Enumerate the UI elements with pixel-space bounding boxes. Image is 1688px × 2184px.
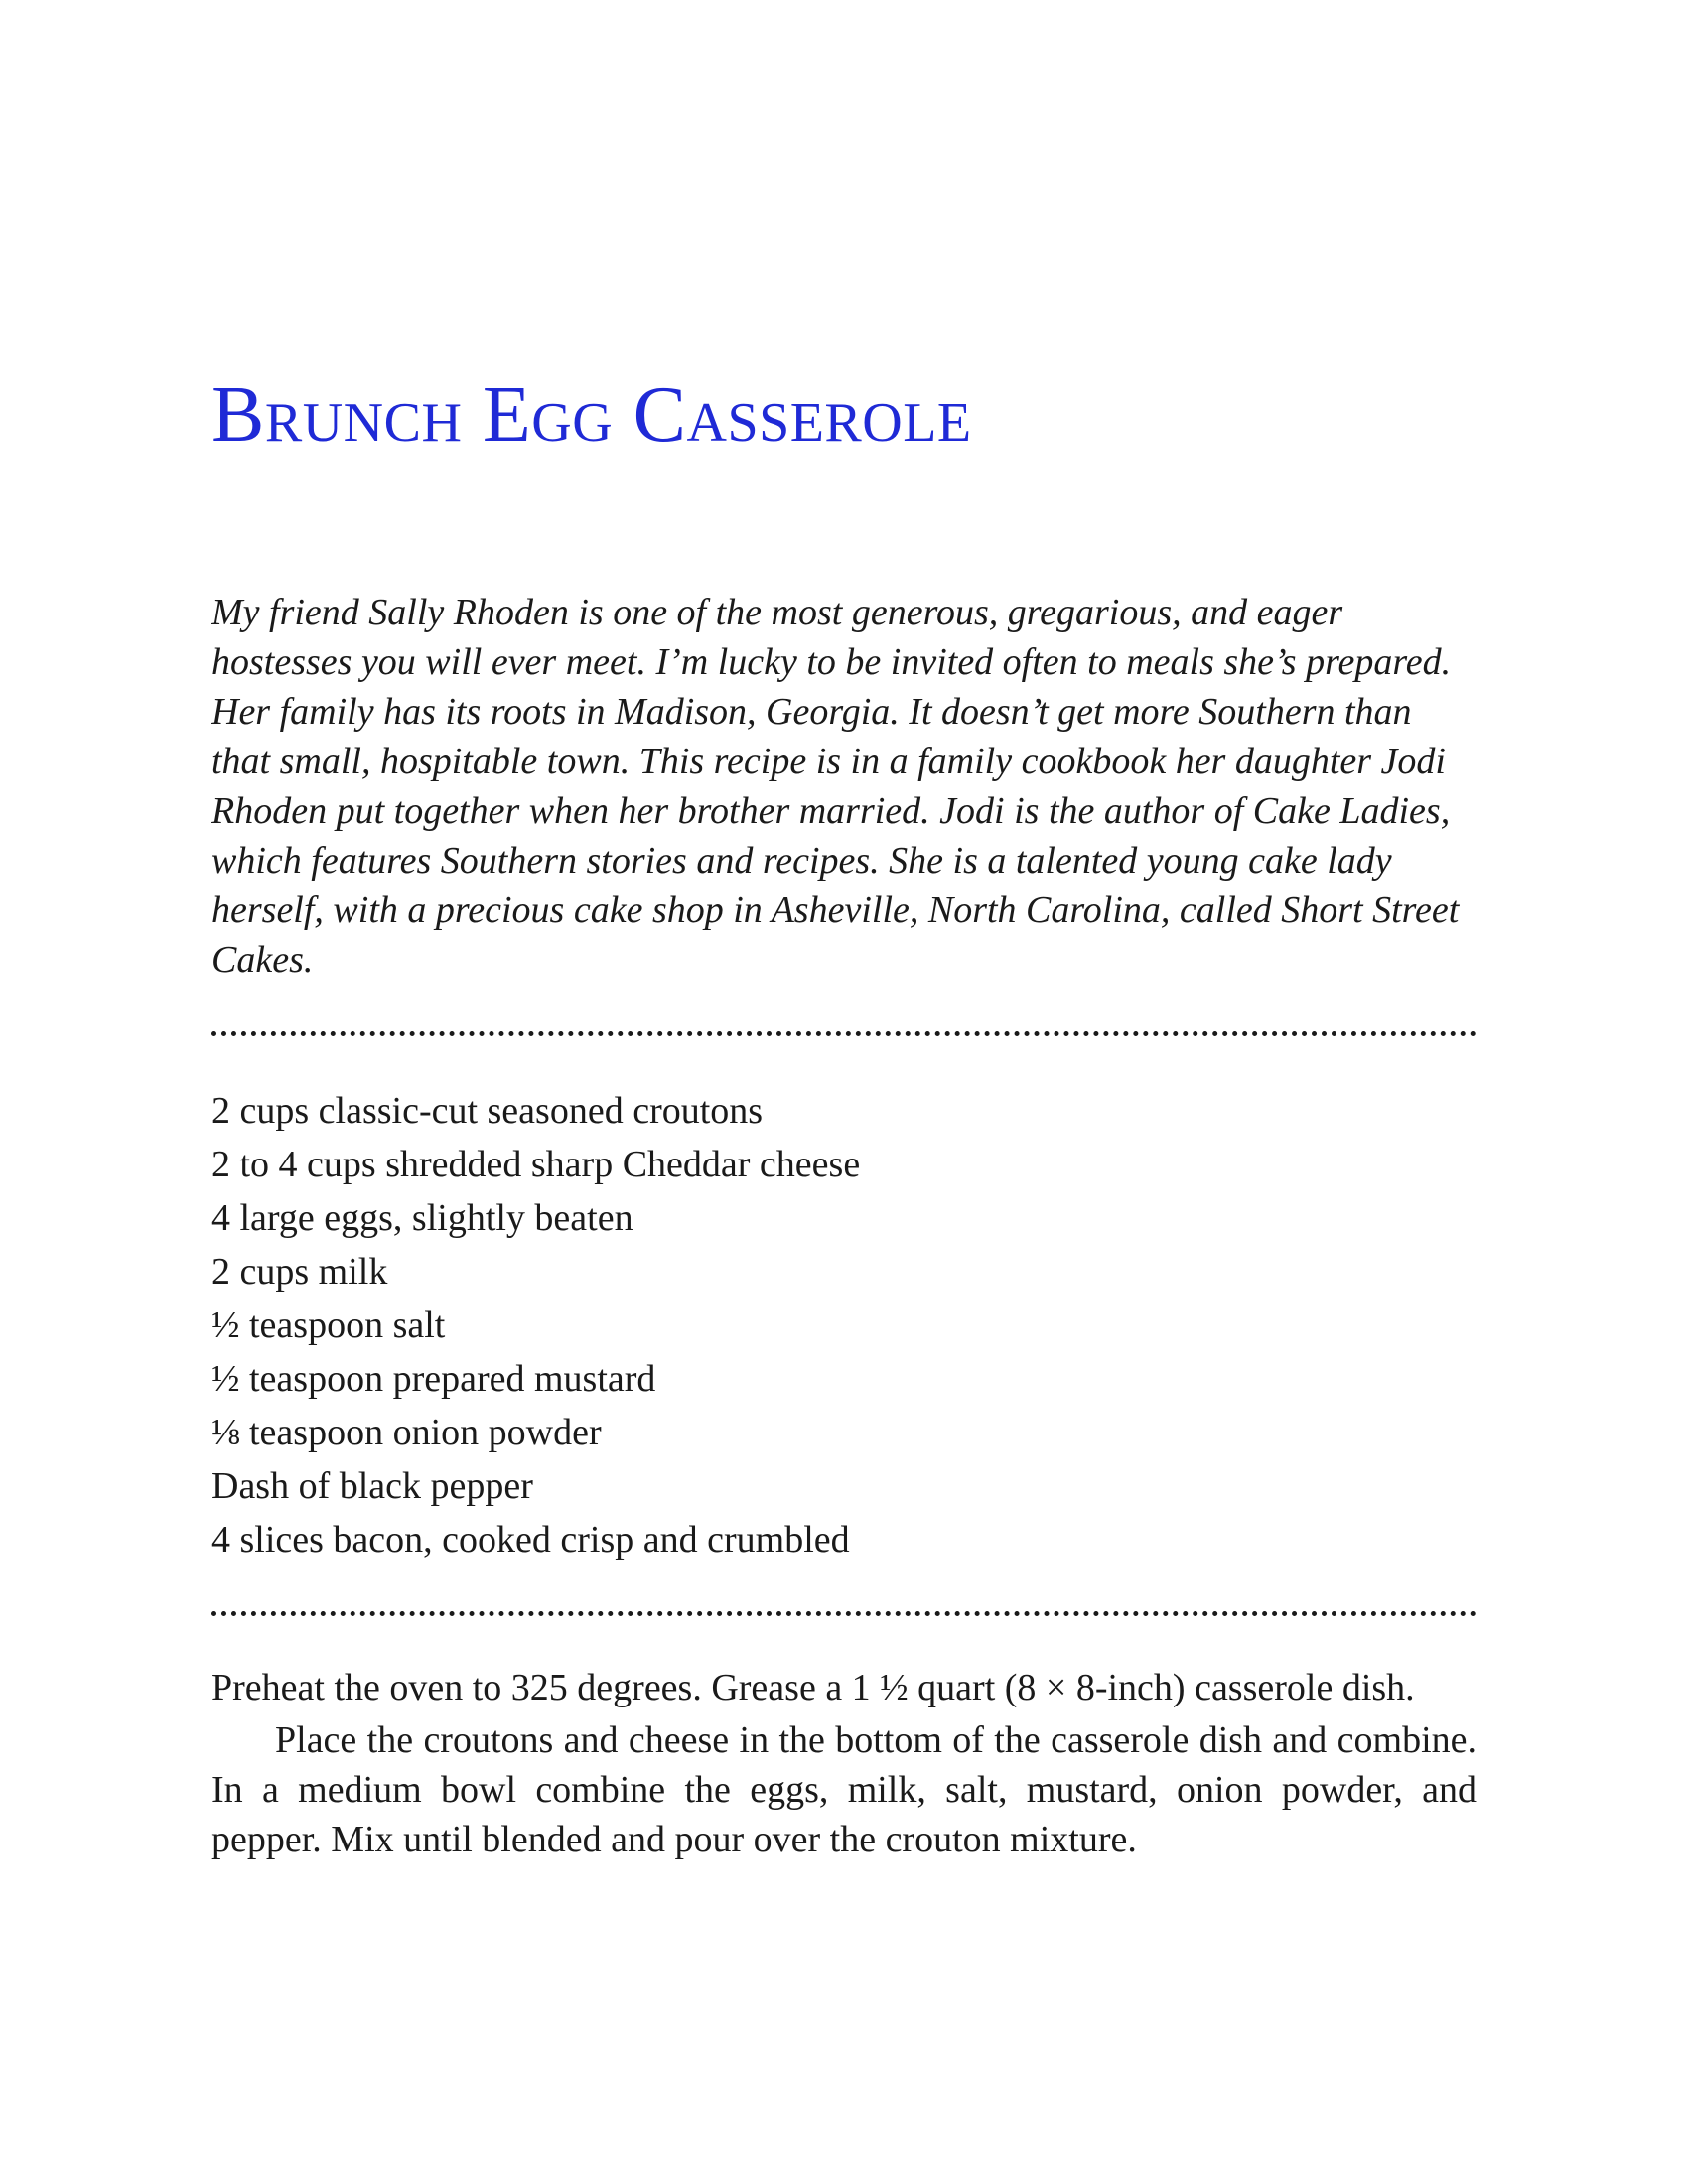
ingredient-item: 4 slices bacon, cooked crisp and crumbled: [211, 1519, 850, 1561]
ingredient-item: Dash of black pepper: [211, 1465, 533, 1507]
direction-step: Preheat the oven to 325 degrees. Grease a 1 ½ quart (8 × 8-inch) casserole dish.: [211, 1667, 1415, 1708]
ingredient-item: ½ teaspoon salt: [211, 1304, 446, 1346]
recipe-intro: My friend Sally Rhoden is one of the most generous, gregarious, and eager hostesses you will ever meet. I’m lucky to be invited often to meals she’s prepared. Her family has its roots in Madison, Georgia. It doesn’t get more Southern than that small, hospitable town. This recipe is in a family cookbook her daughter Jodi Rhoden put together when her brother married. Jodi is the author of Cake Ladies, which features Southern stories and recipes. She is a talented young cake lady herself, with a precious cake shop in Asheville, North Carolina, called Short Street Cakes.: [211, 592, 1460, 981]
ingredient-item: 2 to 4 cups shredded sharp Cheddar cheese: [211, 1144, 861, 1185]
ingredient-item: 2 cups milk: [211, 1251, 388, 1293]
direction-step: Place the croutons and cheese in the bottom of the casserole dish and combine. In a medium bowl combine the eggs, milk, salt, mustard, onion powder, and pepper. Mix until blended and pour over the crouton mixture.: [211, 1719, 1477, 1860]
recipe-title: Brunch Egg Casserole: [211, 371, 972, 459]
ingredient-item: 2 cups classic-cut seasoned croutons: [211, 1090, 764, 1132]
ingredient-item: ½ teaspoon prepared mustard: [211, 1358, 656, 1400]
ingredient-list: [211, 1084, 860, 1567]
ingredient-item: ⅛ teaspoon onion powder: [211, 1412, 602, 1453]
dotted-divider: [211, 1611, 1477, 1616]
ingredient-item: 4 large eggs, slightly beaten: [211, 1197, 633, 1239]
dotted-divider: [211, 1031, 1477, 1036]
directions: [211, 1663, 1477, 1864]
